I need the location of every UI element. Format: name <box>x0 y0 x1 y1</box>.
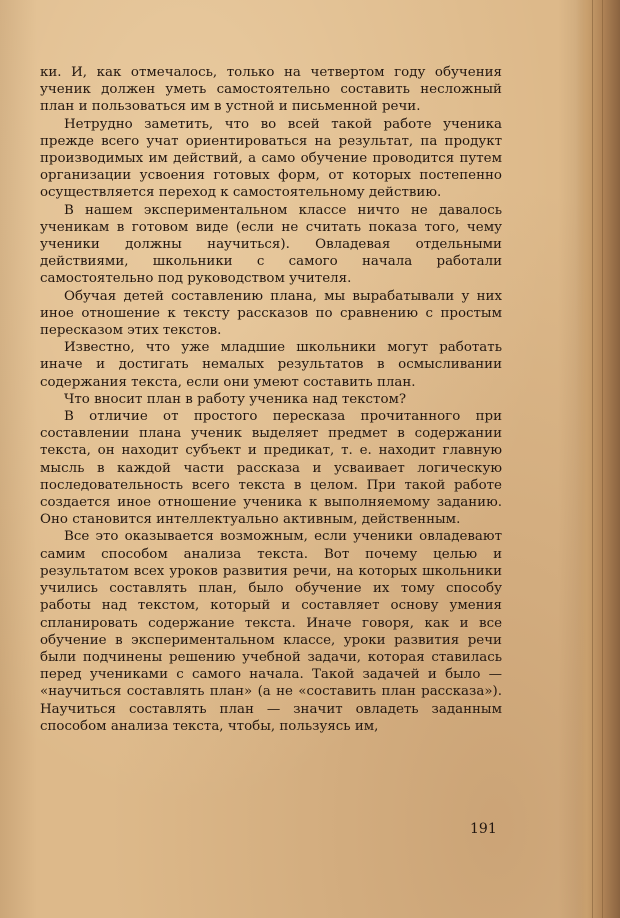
paragraph-3: В нашем экспериментальном классе ничто не давалось ученикам в готовом виде (если не считать показа того, чему ученики должны научиться). Овладевая отдельными действиями, школьники с самого начала работали самостоятельно под руководством учителя. <box>40 202 502 287</box>
paragraph-8: Все это оказывается возможным, если ученики овладевают самим способом анализа текста. Вот почему целью и результатом всех уроков развития речи, на которых школьники учились составлять план, было обучение их тому способу работы над текстом, который и составляет основу умения спланировать содержание текста. Иначе говоря, как и все обучение в экспериментальном классе, уроки развития речи были подчинены решению учебной задачи, которая ставилась перед учениками с самого начала. Такой задачей и было — «научиться составлять план» (а не «составить план рассказа»). Научиться составлять план — значит овладеть заданным способом анализа текста, чтобы, пользуясь им, <box>40 529 502 734</box>
page-number: 191 <box>470 821 497 837</box>
paragraph-1: ки. И, как отмечалось, только на четвертом году обучения ученик должен уметь самостоятельно составить несложный план и пользоваться им в устной и письменной речи. <box>40 65 502 115</box>
body-text <box>40 64 502 735</box>
paragraph-4: Обучая детей составлению плана, мы вырабатывали у них иное отношение к тексту рассказов по сравнению с простым пересказом этих текстов. <box>40 288 502 339</box>
page-edge-shadow <box>576 0 620 918</box>
paragraph-2: Нетрудно заметить, что во всей такой работе ученика прежде всего учат ориентироваться на результат, па продукт производимых им действий, а само обучение проводится путем организации усвоения готовых форм, от которых постепенно осуществляется переход к самостоятельному действию. <box>40 116 502 201</box>
paragraph-7: В отличие от простого пересказа прочитанного при составлении плана ученик выделяет предмет в содержании текста, он находит субъект и предикат, т. е. находит главную мысль в каждой части рассказа и усваивает логическую последовательность всего текста в целом. При такой работе создается иное отношение ученика к выполняемому заданию. Оно становится интеллектуально активным, действенным. <box>40 409 502 528</box>
paragraph-6: Что вносит план в работу ученика над текстом? <box>64 391 407 407</box>
paragraph-5: Известно, что уже младшие школьники могут работать иначе и достигать немалых результатов в осмысливании содержания текста, если они умеют составить план. <box>40 340 502 390</box>
